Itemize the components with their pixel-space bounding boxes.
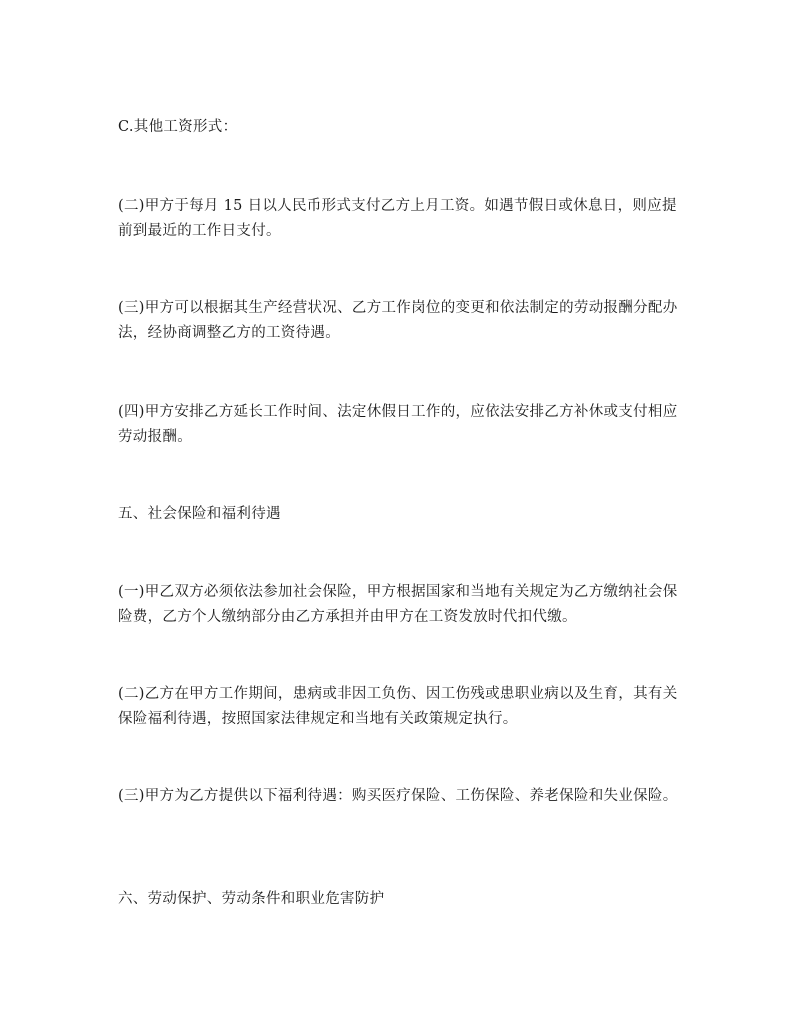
section-heading-social-insurance: 五、社会保险和福利待遇 (118, 506, 281, 522)
paragraph-wage-adjustment: (三)甲方可以根据其生产经营状况、乙方工作岗位的变更和依法制定的劳动报酬分配办法，经协商调整乙方的工资待遇。 (118, 300, 678, 341)
paragraph-other-wage-forms: C.其他工资形式： (118, 119, 238, 135)
paragraph-illness-injury-benefits: (二)乙方在甲方工作期间，患病或非因工负伤、因工伤残或患职业病以及生育，其有关保险福利待遇，按照国家法律规定和当地有关政策规定执行。 (118, 686, 678, 727)
paragraph-social-insurance-participation: (一)甲乙双方必须依法参加社会保险，甲方根据国家和当地有关规定为乙方缴纳社会保险费，乙方个人缴纳部分由乙方承担并由甲方在工资发放时代扣代缴。 (118, 584, 678, 625)
paragraph-welfare-benefits: (三)甲方为乙方提供以下福利待遇：购买医疗保险、工伤保险、养老保险和失业保险。 (118, 788, 678, 804)
paragraph-wage-payment-date: (二)甲方于每月 15 日以人民币形式支付乙方上月工资。如遇节假日或休息日，则应提前到最近的工作日支付。 (118, 198, 677, 239)
section-heading-labor-protection: 六、劳动保护、劳动条件和职业危害防护 (118, 891, 385, 907)
paragraph-overtime-compensation: (四)甲方安排乙方延长工作时间、法定休假日工作的，应依法安排乙方补休或支付相应劳动报酬。 (118, 404, 678, 445)
